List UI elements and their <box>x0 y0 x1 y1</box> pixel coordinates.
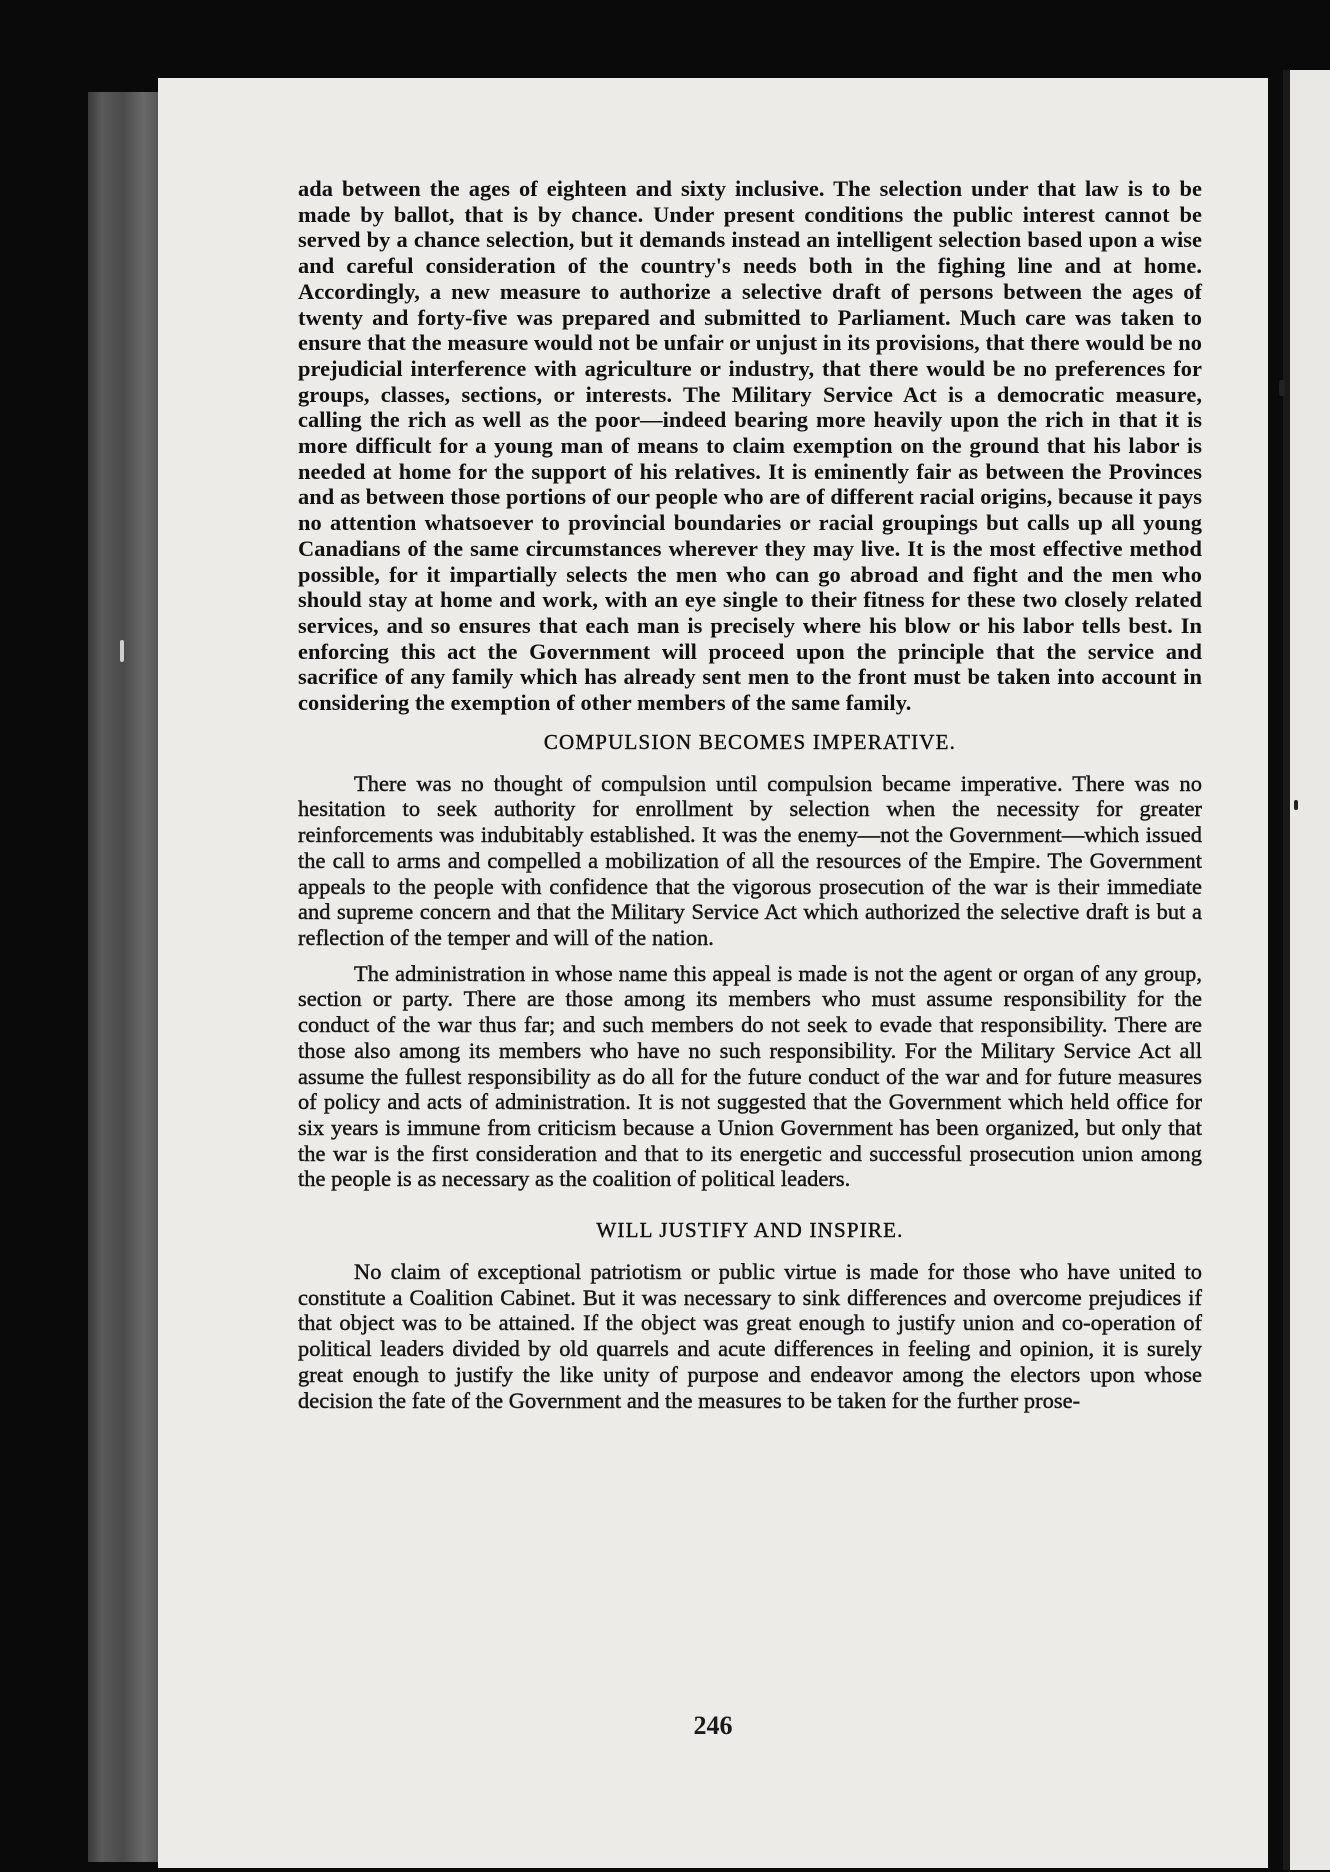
facing-page-edge <box>1290 70 1330 1870</box>
scan-speck <box>1294 800 1298 810</box>
book-page <box>158 78 1268 1868</box>
body-paragraph: ada between the ages of eighteen and sixty inclusive. The selection under that law is to be made by ballot, that is by chance. Under present conditions the public interest cannot be served by a chance selection, but it demands instead an intelligent selection based upon a wise and careful consideration of the country's needs both in the fighing line and at home. Accordingly, a new measure to authorize a selective draft of persons between the ages of twenty and forty-five was prepared and submitted to Parliament. Much care was taken to ensure that the measure would not be unfair or unjust in its provisions, that there would be no prejudicial interference with agriculture or industry, that there would be no preferences for groups, classes, sections, or interests. The Military Service Act is a democratic measure, calling the rich as well as the poor—indeed bearing more heavily upon the rich in that it is more difficult for a young man of means to claim exemption on the ground that his labor is needed at home for the support of his relatives. It is eminently fair as between the Provinces and as between those portions of our people who are of different racial origins, because it pays no attention whatsoever to provincial boundaries or racial groupings but calls up all young Canadians of the same circumstances wherever they may live. It is the most effective method possible, for it impartially selects the men who can go abroad and fight and the men who should stay at home and work, with an eye single to their fitness for these two closely related services, and so ensures that each man is precisely where his blow or his labor tells best. In enforcing this act the Government will proceed upon the principle that the service and sacrifice of any family which has already sent men to the front must be taken into account in considering the exemption of other members of the same family. <box>298 176 1202 716</box>
book-spine <box>88 92 158 1862</box>
body-paragraph: The administration in whose name this appeal is made is not the agent or organ of any group, section or party. There are those among its members who must assume responsibility for the conduct of the war thus far; and such members do not seek to evade that responsibility. There are those also among its members who have no such responsibility. For the Military Service Act all assume the fullest responsibility as do all for the future conduct of the war and for future measures of policy and acts of administration. It is not suggested that the Government which held office for six years is immune from criticism because a Union Government has been organized, but only that the war is the first consideration and that to its energetic and successful prosecution union among the people is as necessary as the coalition of political leaders. <box>298 960 1202 1192</box>
scan-speck <box>120 640 124 662</box>
body-paragraph: There was no thought of compulsion until compulsion became imperative. There was no hesitation to seek authority for enrollment by selection when the necessity for greater reinforcements was indubitably established. It was the enemy—not the Government—which issued the call to arms and compelled a mobilization of all the resources of the Empire. The Government appeals to the people with confidence that the vigorous prosecution of the war is their immediate and supreme concern and that the Military Service Act which authorized the selective draft is but a reflection of the temper and will of the nation. <box>298 770 1202 950</box>
scan-speck <box>1279 380 1285 396</box>
section-heading: WILL JUSTIFY AND INSPIRE. <box>596 1218 904 1243</box>
page-number: 246 <box>693 1711 733 1740</box>
page-body <box>298 176 1202 1413</box>
body-paragraph: No claim of exceptional patriotism or public virtue is made for those who have united to constitute a Coalition Cabinet. But it was necessary to sink differences and overcome prejudices if that object was to be attained. If the object was great enough to justify union and co-operation of political leaders divided by old quarrels and acute differences in feeling and opinion, it is surely great enough to justify the like unity of purpose and endeavor among the electors upon whose decision the fate of the Government and the measures to be taken for the further prose- <box>298 1259 1202 1413</box>
section-heading: COMPULSION BECOMES IMPERATIVE. <box>543 729 957 754</box>
